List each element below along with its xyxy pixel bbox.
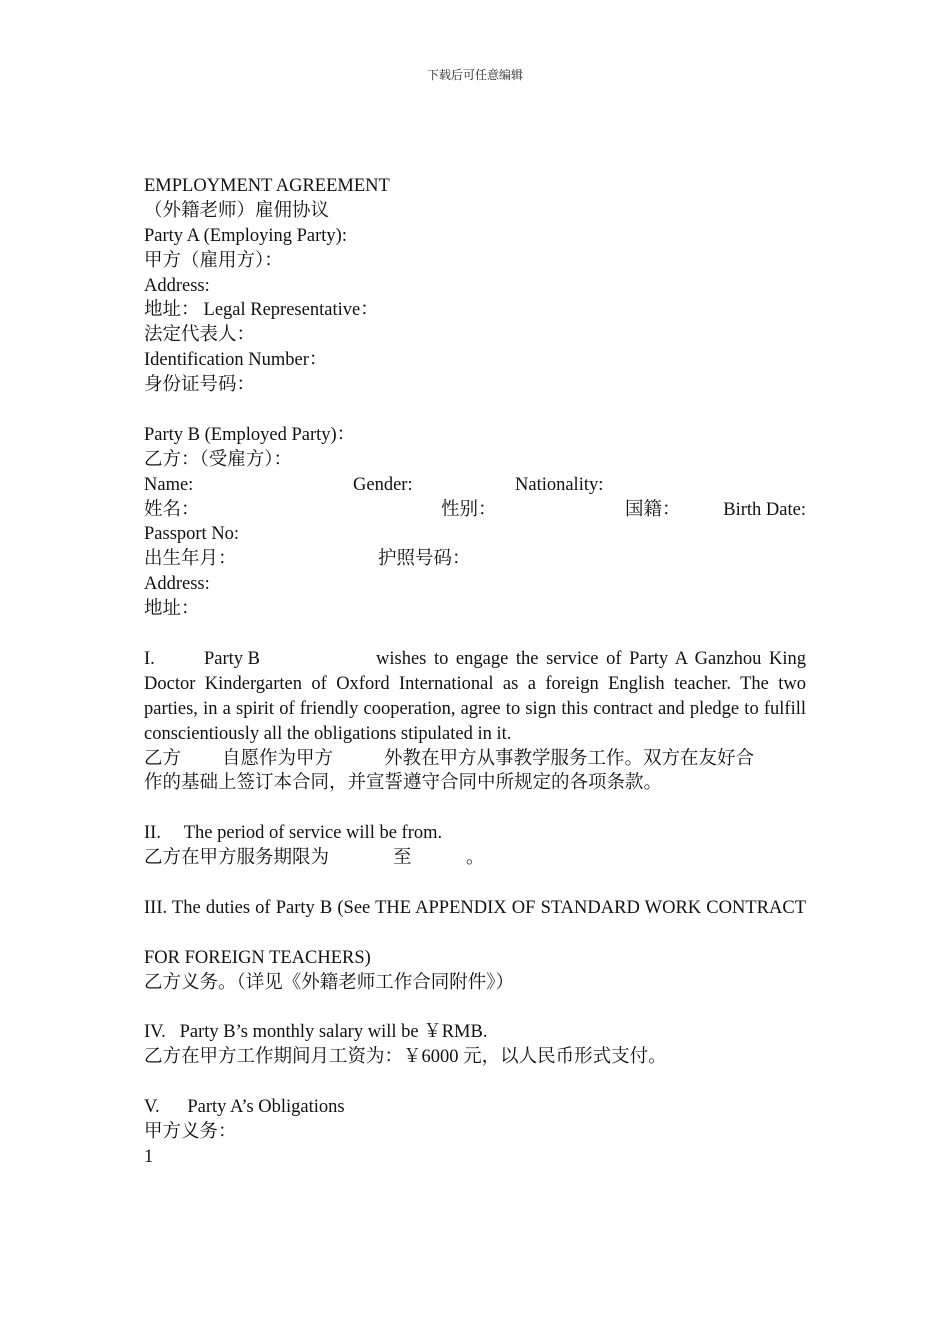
section-1-cn-a: 乙方 [144, 748, 182, 769]
section-1-english-text: Doctor Kindergarten of Oxford International as a foreign English teacher. The two parties, in a spirit of friendly cooperation, agree to sign this contract and pledge to fulfill conscientiously all the obligations stipulated in it. [144, 673, 806, 744]
document-body [144, 174, 806, 1170]
section-3-english-line-1: III. The duties of Party B (See THE APPENDIX OF STANDARD WORK CONTRACT [144, 897, 806, 918]
section-4-chinese: 乙方在甲方工作期间月工资为：￥6000 元，以人民币形式支付。 [144, 1047, 667, 1068]
party-b-label-en: Party B (Employed Party)： [144, 424, 356, 445]
section-1-rest: wishes to engage the service of Party A Ganzhou King [376, 648, 806, 669]
party-a-legal-rep-en: Legal Representative： [203, 300, 379, 321]
party-b-passport-cn: 护照号码： [378, 549, 471, 570]
section-2-cn-b: 至 [393, 848, 412, 869]
party-b-name-cn: 姓名： [144, 499, 200, 520]
section-3-chinese: 乙方义务。（详见《外籍老师工作合同附件》） [144, 972, 515, 993]
party-b-passport-en: Passport No: [144, 524, 240, 545]
section-1-first-line [144, 647, 806, 672]
title-chinese: （外籍老师）雇佣协议 [144, 200, 330, 221]
section-2-cn-a: 乙方在甲方服务期限为 [144, 848, 330, 869]
party-b-birth-cn: 出生年月： [144, 549, 237, 570]
section-1-chinese-line-1 [144, 747, 806, 772]
section-2-chinese [144, 846, 806, 871]
page-number: 1 [144, 1146, 154, 1167]
section-1-cn-b: 自愿作为甲方 [222, 748, 334, 769]
party-a-legal-rep-cn: 法定代表人： [144, 325, 256, 346]
section-3-english-line-2: FOR FOREIGN TEACHERS) [144, 947, 371, 968]
party-b-birth-en: Birth Date: [723, 499, 806, 520]
title-english: EMPLOYMENT AGREEMENT [144, 176, 390, 196]
party-b-address-cn: 地址： [144, 599, 200, 620]
party-b-nationality-en: Nationality: [515, 474, 604, 495]
party-a-address-cn: 地址： [144, 300, 200, 321]
section-4-english: IV. Party B’s monthly salary will be ￥RMB. [144, 1022, 488, 1043]
party-a-label-en: Party A (Employing Party): [144, 225, 347, 246]
section-1-number: I. [144, 648, 155, 669]
party-a-id-en: Identification Number： [144, 350, 328, 371]
section-1-chinese-line-2: 作的基础上签订本合同，并宣誓遵守合同中所规定的各项条款。 [144, 773, 663, 794]
section-2-cn-c: 。 [466, 848, 485, 869]
party-b-fields-en [144, 473, 806, 498]
party-b-name-en: Name: [144, 474, 194, 495]
party-a-id-cn: 身份证号码： [144, 375, 256, 396]
party-b-nationality-cn: 国籍： [625, 499, 681, 520]
section-2-english: II. The period of service will be from. [144, 823, 443, 844]
section-5-chinese: 甲方义务： [144, 1121, 237, 1142]
party-b-fields-cn [144, 498, 806, 523]
party-b-address-en: Address: [144, 574, 210, 595]
page-header-note: 下载后可任意编辑 [426, 68, 523, 82]
party-a-address-line [144, 298, 806, 323]
party-b-gender-cn: 性别： [441, 499, 497, 520]
party-a-address-en: Address: [144, 275, 210, 296]
party-b-label-cn: 乙方：（受雇方）： [144, 449, 293, 470]
section-5-english: V. Party A’s Obligations [144, 1097, 345, 1118]
section-1-party-b: Party B [204, 648, 261, 669]
party-b-gender-en: Gender: [353, 474, 413, 495]
party-a-label-cn: 甲方（雇用方）： [144, 250, 283, 271]
section-1-cn-c: 外教在甲方从事教学服务工作。双方在友好合 [384, 748, 755, 769]
party-b-birth-passport-cn [144, 547, 806, 572]
